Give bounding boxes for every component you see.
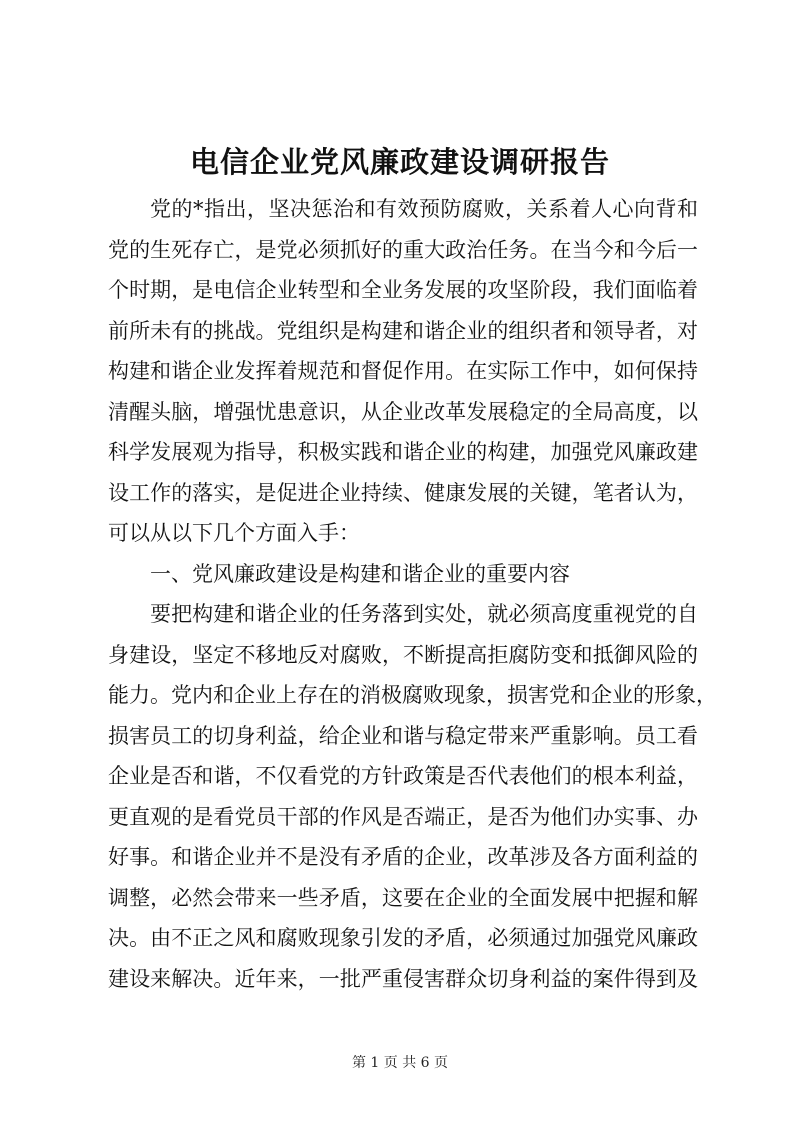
body-line: 企业是否和谐，不仅看党的方针政策是否代表他们的根本利益， xyxy=(108,764,698,788)
page-footer: 第 1 页 共 6 页 xyxy=(351,1055,449,1071)
body-line: 可以从以下几个方面入手： xyxy=(108,521,360,545)
body-line: 构建和谐企业发挥着规范和督促作用。在实际工作中，如何保持 xyxy=(108,359,698,383)
body-line: 建设来解决。近年来，一批严重侵害群众切身利益的案件得到及 xyxy=(108,967,698,991)
body-line: 科学发展观为指导，积极实践和谐企业的构建，加强党风廉政建 xyxy=(108,440,698,464)
body-line: 清醒头脑，增强忧患意识，从企业改革发展稳定的全局高度，以 xyxy=(108,400,698,424)
body-line: 损害员工的切身利益，给企业和谐与稳定带来严重影响。员工看 xyxy=(108,724,698,748)
body-line: 能力。党内和企业上存在的消极腐败现象，损害党和企业的形象， xyxy=(108,683,717,707)
body-line: 前所未有的挑战。党组织是构建和谐企业的组织者和领导者，对 xyxy=(108,319,698,343)
body-line: 党的生死存亡，是党必须抓好的重大政治任务。在当今和今后一 xyxy=(108,238,698,262)
document-title: 电信企业党风廉政建设调研报告 xyxy=(189,145,610,179)
body-line: 调整，必然会带来一些矛盾，这要在企业的全面发展中把握和解 xyxy=(108,886,698,910)
body-line: 个时期，是电信企业转型和全业务发展的攻坚阶段，我们面临着 xyxy=(108,278,698,302)
body-line: 设工作的落实，是促进企业持续、健康发展的关键，笔者认为， xyxy=(108,481,698,505)
body-line: 身建设，坚定不移地反对腐败，不断提高拒腐防变和抵御风险的 xyxy=(108,643,698,667)
body-line: 决。由不正之风和腐败现象引发的矛盾，必须通过加强党风廉政 xyxy=(108,926,698,950)
body-line: 要把构建和谐企业的任务落到实处，就必须高度重视党的自 xyxy=(150,602,698,626)
section-heading: 一、党风廉政建设是构建和谐企业的重要内容 xyxy=(150,562,570,586)
body-line: 更直观的是看党员干部的作风是否端正，是否为他们办实事、办 xyxy=(108,805,698,829)
body-line: 党的*指出，坚决惩治和有效预防腐败，关系着人心向背和 xyxy=(150,197,698,221)
body-line: 好事。和谐企业并不是没有矛盾的企业，改革涉及各方面利益的 xyxy=(108,845,698,869)
